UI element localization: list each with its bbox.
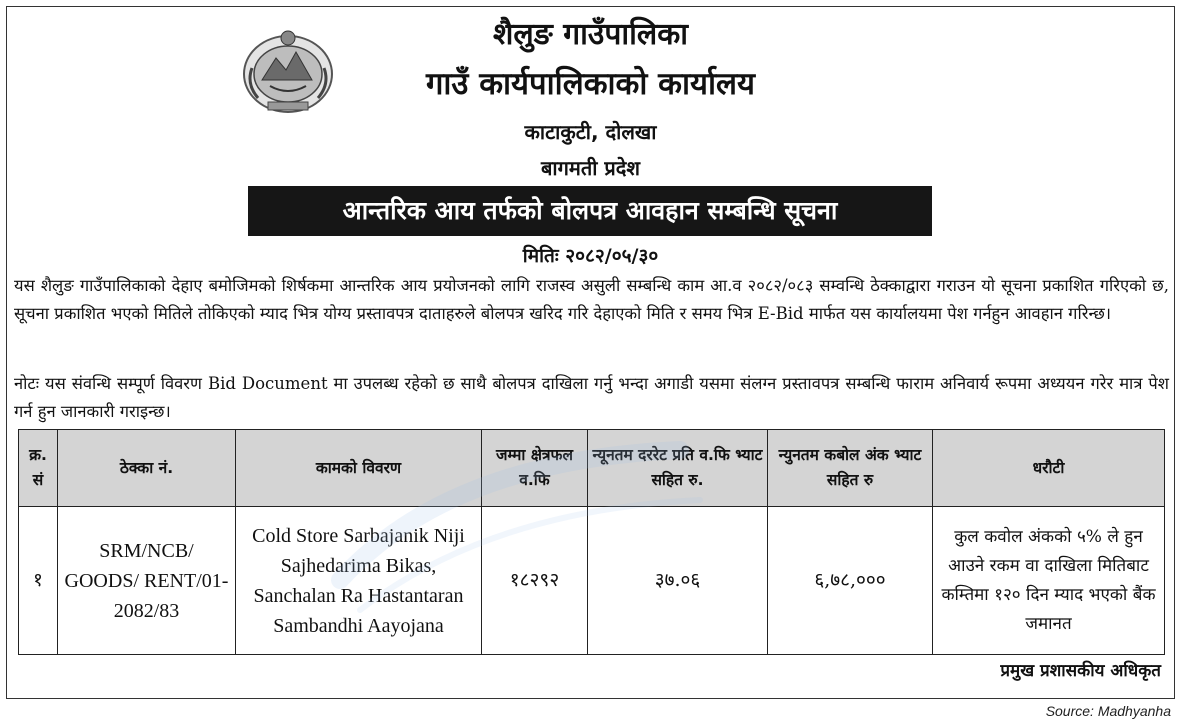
notice-title: आन्तरिक आय तर्फको बोलपत्र आवहान सम्बन्धि सूचना xyxy=(248,186,932,236)
header-sn: क्र. सं xyxy=(19,430,58,507)
notice-date: मितिः २०८२/०५/३० xyxy=(522,245,659,267)
cell-min-bid: ६,७८,००० xyxy=(768,507,933,655)
header-area: जम्मा क्षेत्रफल व.फि xyxy=(482,430,588,507)
office-address: काटाकुटी, दोलखा xyxy=(524,120,657,144)
notice-note: नोटः यस संवन्धि सम्पूर्ण विवरण Bid Document मा उपलब्ध रहेको छ साथै बोलपत्र दाखिला गर्नु भन्दा अगाडी यसमा संलग्न प्रस्तावपत्र सम्बन्धि फाराम अनिवार्य रूपमा अध्ययन गरेर मात्र पेश गर्न हुन जानकारी गराइन्छ। xyxy=(14,374,1169,421)
cell-deposit: कुल कवोल अंकको ५% ले हुन आउने रकम वा दाखिला मितिबाट कम्तिमा १२० दिन म्याद भएको बैंक जमानत xyxy=(933,507,1165,655)
table-header-row xyxy=(19,430,1165,507)
header-deposit: धरौटी xyxy=(933,430,1165,507)
cell-contract-no: SRM/NCB/ GOODS/ RENT/01-2082/83 xyxy=(58,507,236,655)
municipality-name: शैलुङ गाउँपालिका xyxy=(492,17,689,52)
header-min-rate: न्यूनतम दररेट प्रति व.फि भ्याट सहित रु. xyxy=(588,430,768,507)
cell-sn: १ xyxy=(19,507,58,655)
table-row xyxy=(19,507,1165,655)
header-description: कामको विवरण xyxy=(236,430,482,507)
cell-description: Cold Store Sarbajanik Niji Sajhedarima Bikas, Sanchalan Ra Hastantaran Sambandhi Aayojana xyxy=(236,507,482,655)
notice-body: यस शैलुङ गाउँपालिकाको देहाए बमोजिमको शिर्षकमा आन्तरिक आय प्रयोजनको लागि राजस्व असुली सम्बन्धि काम आ.व २०८२/०८३ सम्वन्धि ठेक्काद्वारा गराउन यो सूचना प्रकाशित गरिएको छ, सूचना प्रकाशित भएको मितिले तोकिएको म्याद भित्र योग्य प्रस्तावपत्र दाताहरुले बोलपत्र खरिद गरि देहाएको मिति र समय भित्र E-Bid मार्फत यस कार्यालयमा पेश गर्नहुन आवहान गरिन्छ। xyxy=(14,276,1169,323)
cell-min-rate: ३७.०६ xyxy=(588,507,768,655)
header-contract-no: ठेक्का नं. xyxy=(58,430,236,507)
cell-area: १८२९२ xyxy=(482,507,588,655)
bid-table xyxy=(18,429,1165,655)
header-min-bid: न्युनतम कबोल अंक भ्याट सहित रु xyxy=(768,430,933,507)
signatory-title: प्रमुख प्रशासकीय अधिकृत xyxy=(1000,661,1161,681)
province-name: बागमती प्रदेश xyxy=(541,156,640,180)
office-name: गाउँ कार्यपालिकाको कार्यालय xyxy=(425,66,756,102)
source-credit: Source: Madhyanha xyxy=(1045,703,1171,719)
